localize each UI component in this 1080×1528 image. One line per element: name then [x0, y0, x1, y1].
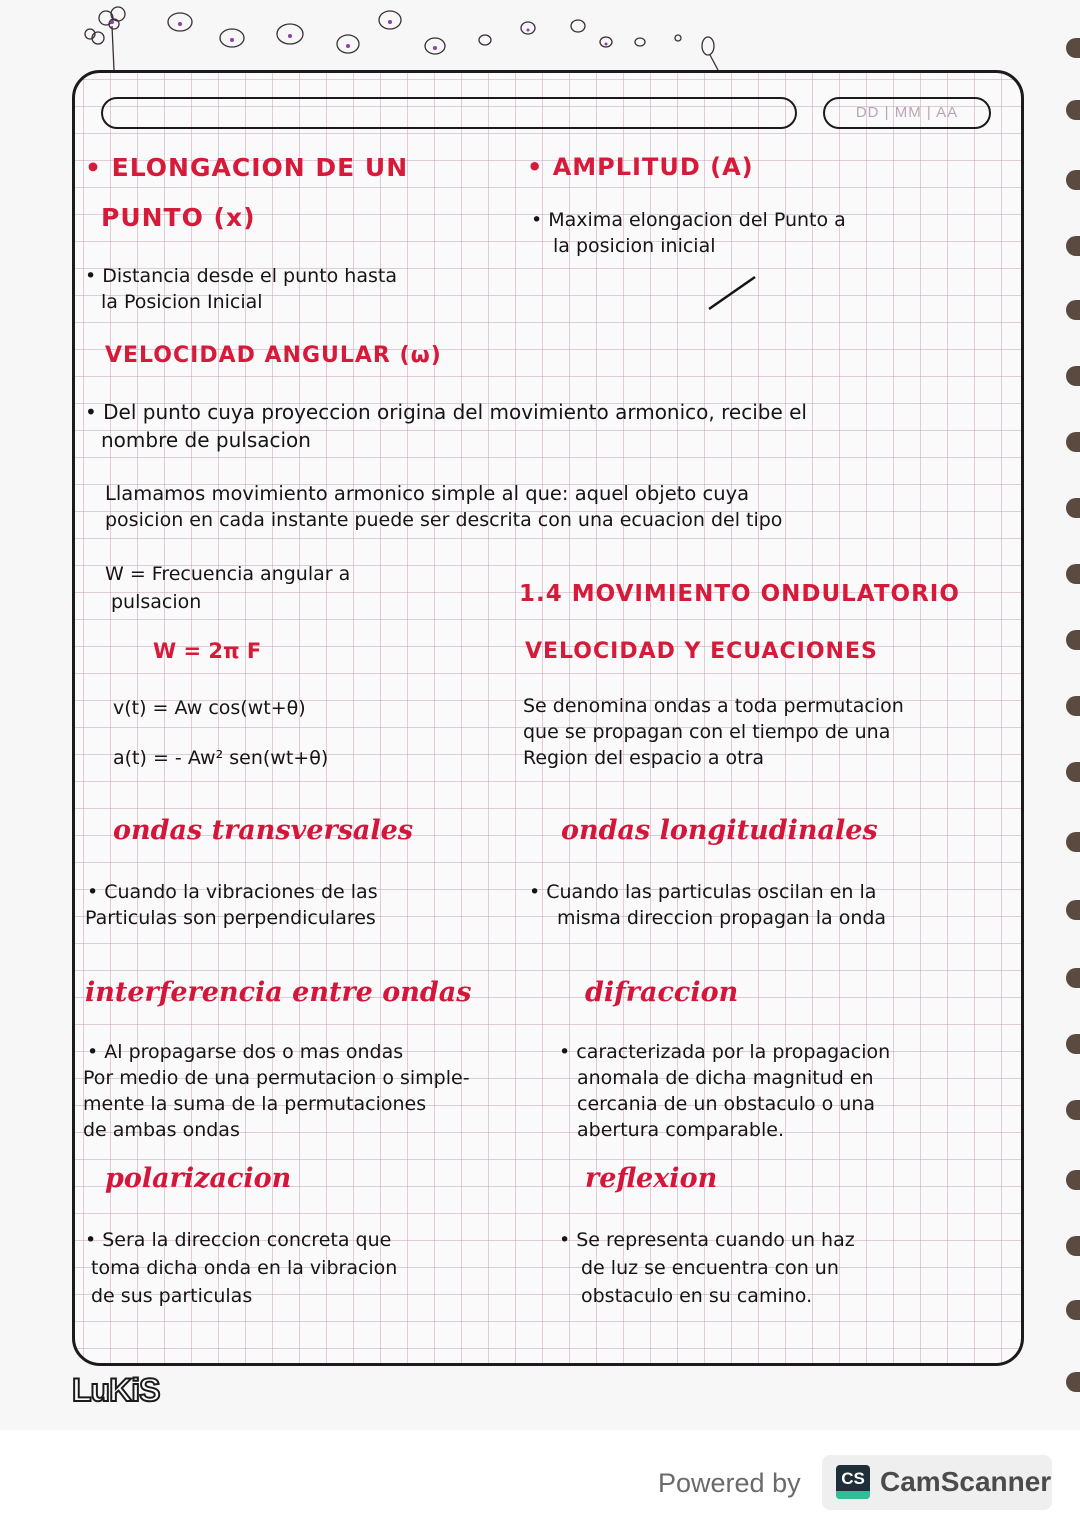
polarizacion-title: polarizacion: [105, 1163, 292, 1194]
difraccion-body-1: • caracterizada por la propagacion: [559, 1041, 891, 1063]
amplitud-body-1: • Maxima elongacion del Punto a: [531, 209, 846, 231]
polarizacion-body-1: • Sera la direccion concreta que: [85, 1229, 392, 1251]
interferencia-title: interferencia entre ondas: [85, 977, 472, 1008]
polarizacion-body-3: de sus particulas: [91, 1285, 253, 1307]
w-equation: W = 2π F: [153, 639, 262, 663]
polarizacion-body-2: toma dicha onda en la vibracion: [91, 1257, 398, 1279]
amplitud-title: • AMPLITUD (A): [527, 153, 754, 181]
flower-doodles-icon: [80, 0, 740, 70]
reflexion-body-3: obstaculo en su camino.: [581, 1285, 813, 1307]
w-definition-1: W = Frecuencia angular a: [105, 563, 351, 585]
arrow-stroke-icon: [705, 273, 765, 313]
camscanner-badge[interactable]: [822, 1455, 1052, 1510]
ondulatorio-body-3: Region del espacio a otra: [523, 747, 765, 769]
transversales-title: ondas transversales: [113, 815, 414, 846]
transversales-body-1: • Cuando la vibraciones de las: [87, 881, 378, 903]
camscanner-logo-icon: CS: [836, 1465, 870, 1499]
elongacion-title: • ELONGACION DE UN: [85, 153, 409, 182]
longitudinales-title: ondas longitudinales: [561, 815, 878, 846]
note-frame: [72, 70, 1024, 1366]
a-equation: a(t) = - Aw² sen(wt+θ): [113, 747, 329, 769]
reflexion-body-1: • Se representa cuando un haz: [559, 1229, 855, 1251]
signature-lukis: LuKiS: [72, 1372, 160, 1408]
elongacion-title-2: PUNTO (x): [101, 203, 256, 232]
reflexion-body-2: de luz se encuentra con un: [581, 1257, 839, 1279]
velocidad-angular-body-1: • Del punto cuya proyeccion origina del movimiento armonico, recibe el: [85, 400, 807, 424]
interferencia-body-3: mente la suma de la permutaciones: [83, 1093, 427, 1115]
longitudinales-body-2: misma direccion propagan la onda: [557, 907, 887, 929]
mas-line-2: posicion en cada instante puede ser descrita con una ecuacion del tipo: [105, 509, 783, 531]
ondulatorio-body-2: que se propagan con el tiempo de una: [523, 721, 891, 743]
ondulatorio-subtitle: VELOCIDAD Y ECUACIONES: [525, 639, 878, 664]
w-definition-2: pulsacion: [111, 591, 202, 613]
powered-by-label: Powered by: [658, 1468, 801, 1498]
ondulatorio-body-1: Se denomina ondas a toda permutacion: [523, 695, 904, 717]
interferencia-body-2: Por medio de una permutacion o simple-: [83, 1067, 470, 1089]
difraccion-body-2: anomala de dicha magnitud en: [577, 1067, 874, 1089]
amplitud-body-2: la posicion inicial: [553, 235, 716, 257]
difraccion-title: difraccion: [585, 977, 739, 1008]
title-field[interactable]: [101, 97, 797, 129]
mas-line-1: Llamamos movimiento armonico simple al que: aquel objeto cuya: [105, 482, 750, 505]
interferencia-body-1: • Al propagarse dos o mas ondas: [87, 1041, 404, 1063]
longitudinales-body-1: • Cuando las particulas oscilan en la: [529, 881, 877, 903]
date-field[interactable]: DD | MM | AA: [823, 97, 991, 129]
interferencia-body-4: de ambas ondas: [83, 1119, 240, 1141]
v-equation: v(t) = Aw cos(wt+θ): [113, 697, 306, 719]
elongacion-body-1: • Distancia desde el punto hasta: [85, 265, 397, 287]
velocidad-angular-title: VELOCIDAD ANGULAR (ω): [105, 343, 442, 368]
difraccion-body-4: abertura comparable.: [577, 1119, 784, 1141]
elongacion-body-2: la Posicion Inicial: [101, 291, 263, 313]
camscanner-brand-name: CamScanner: [880, 1466, 1052, 1497]
velocidad-angular-body-2: nombre de pulsacion: [101, 428, 311, 452]
difraccion-body-3: cercania de un obstaculo o una: [577, 1093, 876, 1115]
ondulatorio-title: 1.4 MOVIMIENTO ONDULATORIO: [519, 581, 960, 607]
transversales-body-2: Particulas son perpendiculares: [85, 907, 376, 929]
reflexion-title: reflexion: [585, 1163, 718, 1194]
